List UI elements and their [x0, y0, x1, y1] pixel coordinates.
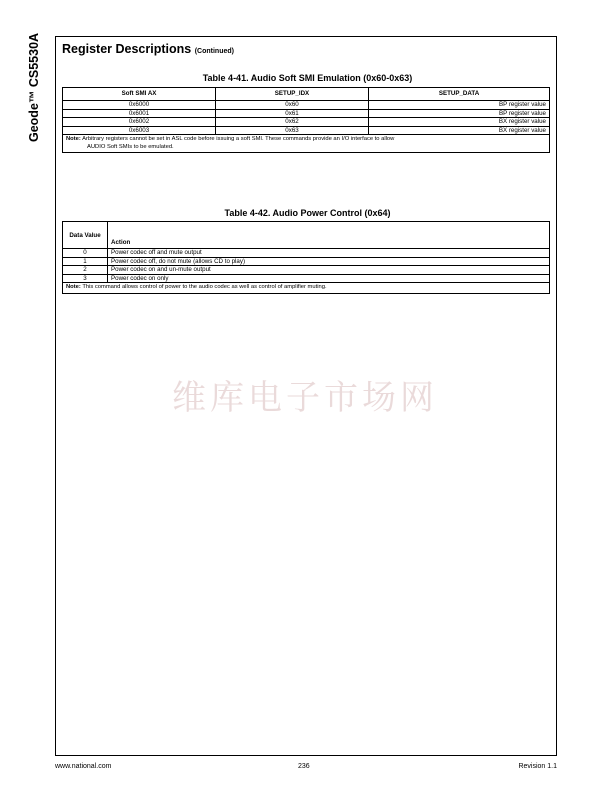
table-cell: Power codec off, do not mute (allows CD to play): [108, 257, 550, 266]
table-cell: BP register value: [369, 109, 550, 118]
table-cell: BX register value: [369, 118, 550, 127]
table-cell: BX register value: [369, 126, 550, 135]
table-audio-soft-smi: [62, 87, 550, 153]
column-header: Action: [108, 222, 550, 249]
table-row: [63, 118, 550, 127]
footer-page-number: 236: [298, 763, 310, 770]
table1-caption: Table 4-41. Audio Soft SMI Emulation (0x60-0x63): [202, 73, 413, 83]
note-label: Note:: [66, 284, 81, 290]
table-row: [63, 266, 550, 275]
column-header: Soft SMI AX: [63, 88, 216, 101]
table-cell: 0x62: [216, 118, 369, 127]
table-cell: 0x61: [216, 109, 369, 118]
column-header: Data Value: [63, 222, 108, 249]
table-cell: Power codec on and un-mute output: [108, 266, 550, 275]
section-qualifier: (Continued): [194, 48, 234, 55]
table-cell: BP register value: [369, 101, 550, 110]
table-row: [63, 126, 550, 135]
table-cell: 0x6003: [63, 126, 216, 135]
table-note: [63, 135, 550, 153]
table-cell: 0x6002: [63, 118, 216, 127]
table-cell: Power codec off and mute output: [108, 249, 550, 258]
table-note: [63, 283, 550, 294]
table-cell: 1: [63, 257, 108, 266]
table-cell: Power codec on only: [108, 274, 550, 283]
column-header: SETUP_DATA: [369, 88, 550, 101]
watermark: 维库电子市场网: [172, 378, 438, 418]
footer-website: www.national.com: [55, 763, 112, 770]
table-row: [63, 109, 550, 118]
table-row: [63, 101, 550, 110]
table-cell: 0x60: [216, 101, 369, 110]
table-cell: 2: [63, 266, 108, 275]
column-header: SETUP_IDX: [216, 88, 369, 101]
section-title: Register Descriptions: [62, 42, 192, 56]
table2-caption: Table 4-42. Audio Power Control (0x64): [224, 208, 391, 218]
note-text: This command allows control of power to the audio codec as well as control of amplifier muting.: [82, 284, 327, 290]
note-label: Note:: [66, 136, 81, 142]
table-row: [63, 257, 550, 266]
table-row: [63, 249, 550, 258]
note-text-continued: AUDIO Soft SMIs to be emulated.: [87, 143, 174, 150]
section-heading: [62, 42, 234, 56]
side-title-text: Geode™ CS5530A: [27, 32, 41, 142]
table-cell: 0x63: [216, 126, 369, 135]
table-cell: 0: [63, 249, 108, 258]
footer-revision: Revision 1.1: [518, 763, 557, 770]
table-note-row: [63, 135, 550, 153]
table-row: [63, 274, 550, 283]
table-header-row: [63, 222, 550, 249]
table-audio-power-control: [62, 221, 550, 294]
table-cell: 3: [63, 274, 108, 283]
note-text: Arbitrary registers cannot be set in ASL code before issuing a soft SMI. These commands provide an I/O interface to allow: [82, 136, 395, 142]
table-cell: 0x6000: [63, 101, 216, 110]
side-title: [25, 30, 45, 180]
table-header-row: [63, 88, 550, 101]
table-note-row: [63, 283, 550, 294]
table-cell: 0x6001: [63, 109, 216, 118]
